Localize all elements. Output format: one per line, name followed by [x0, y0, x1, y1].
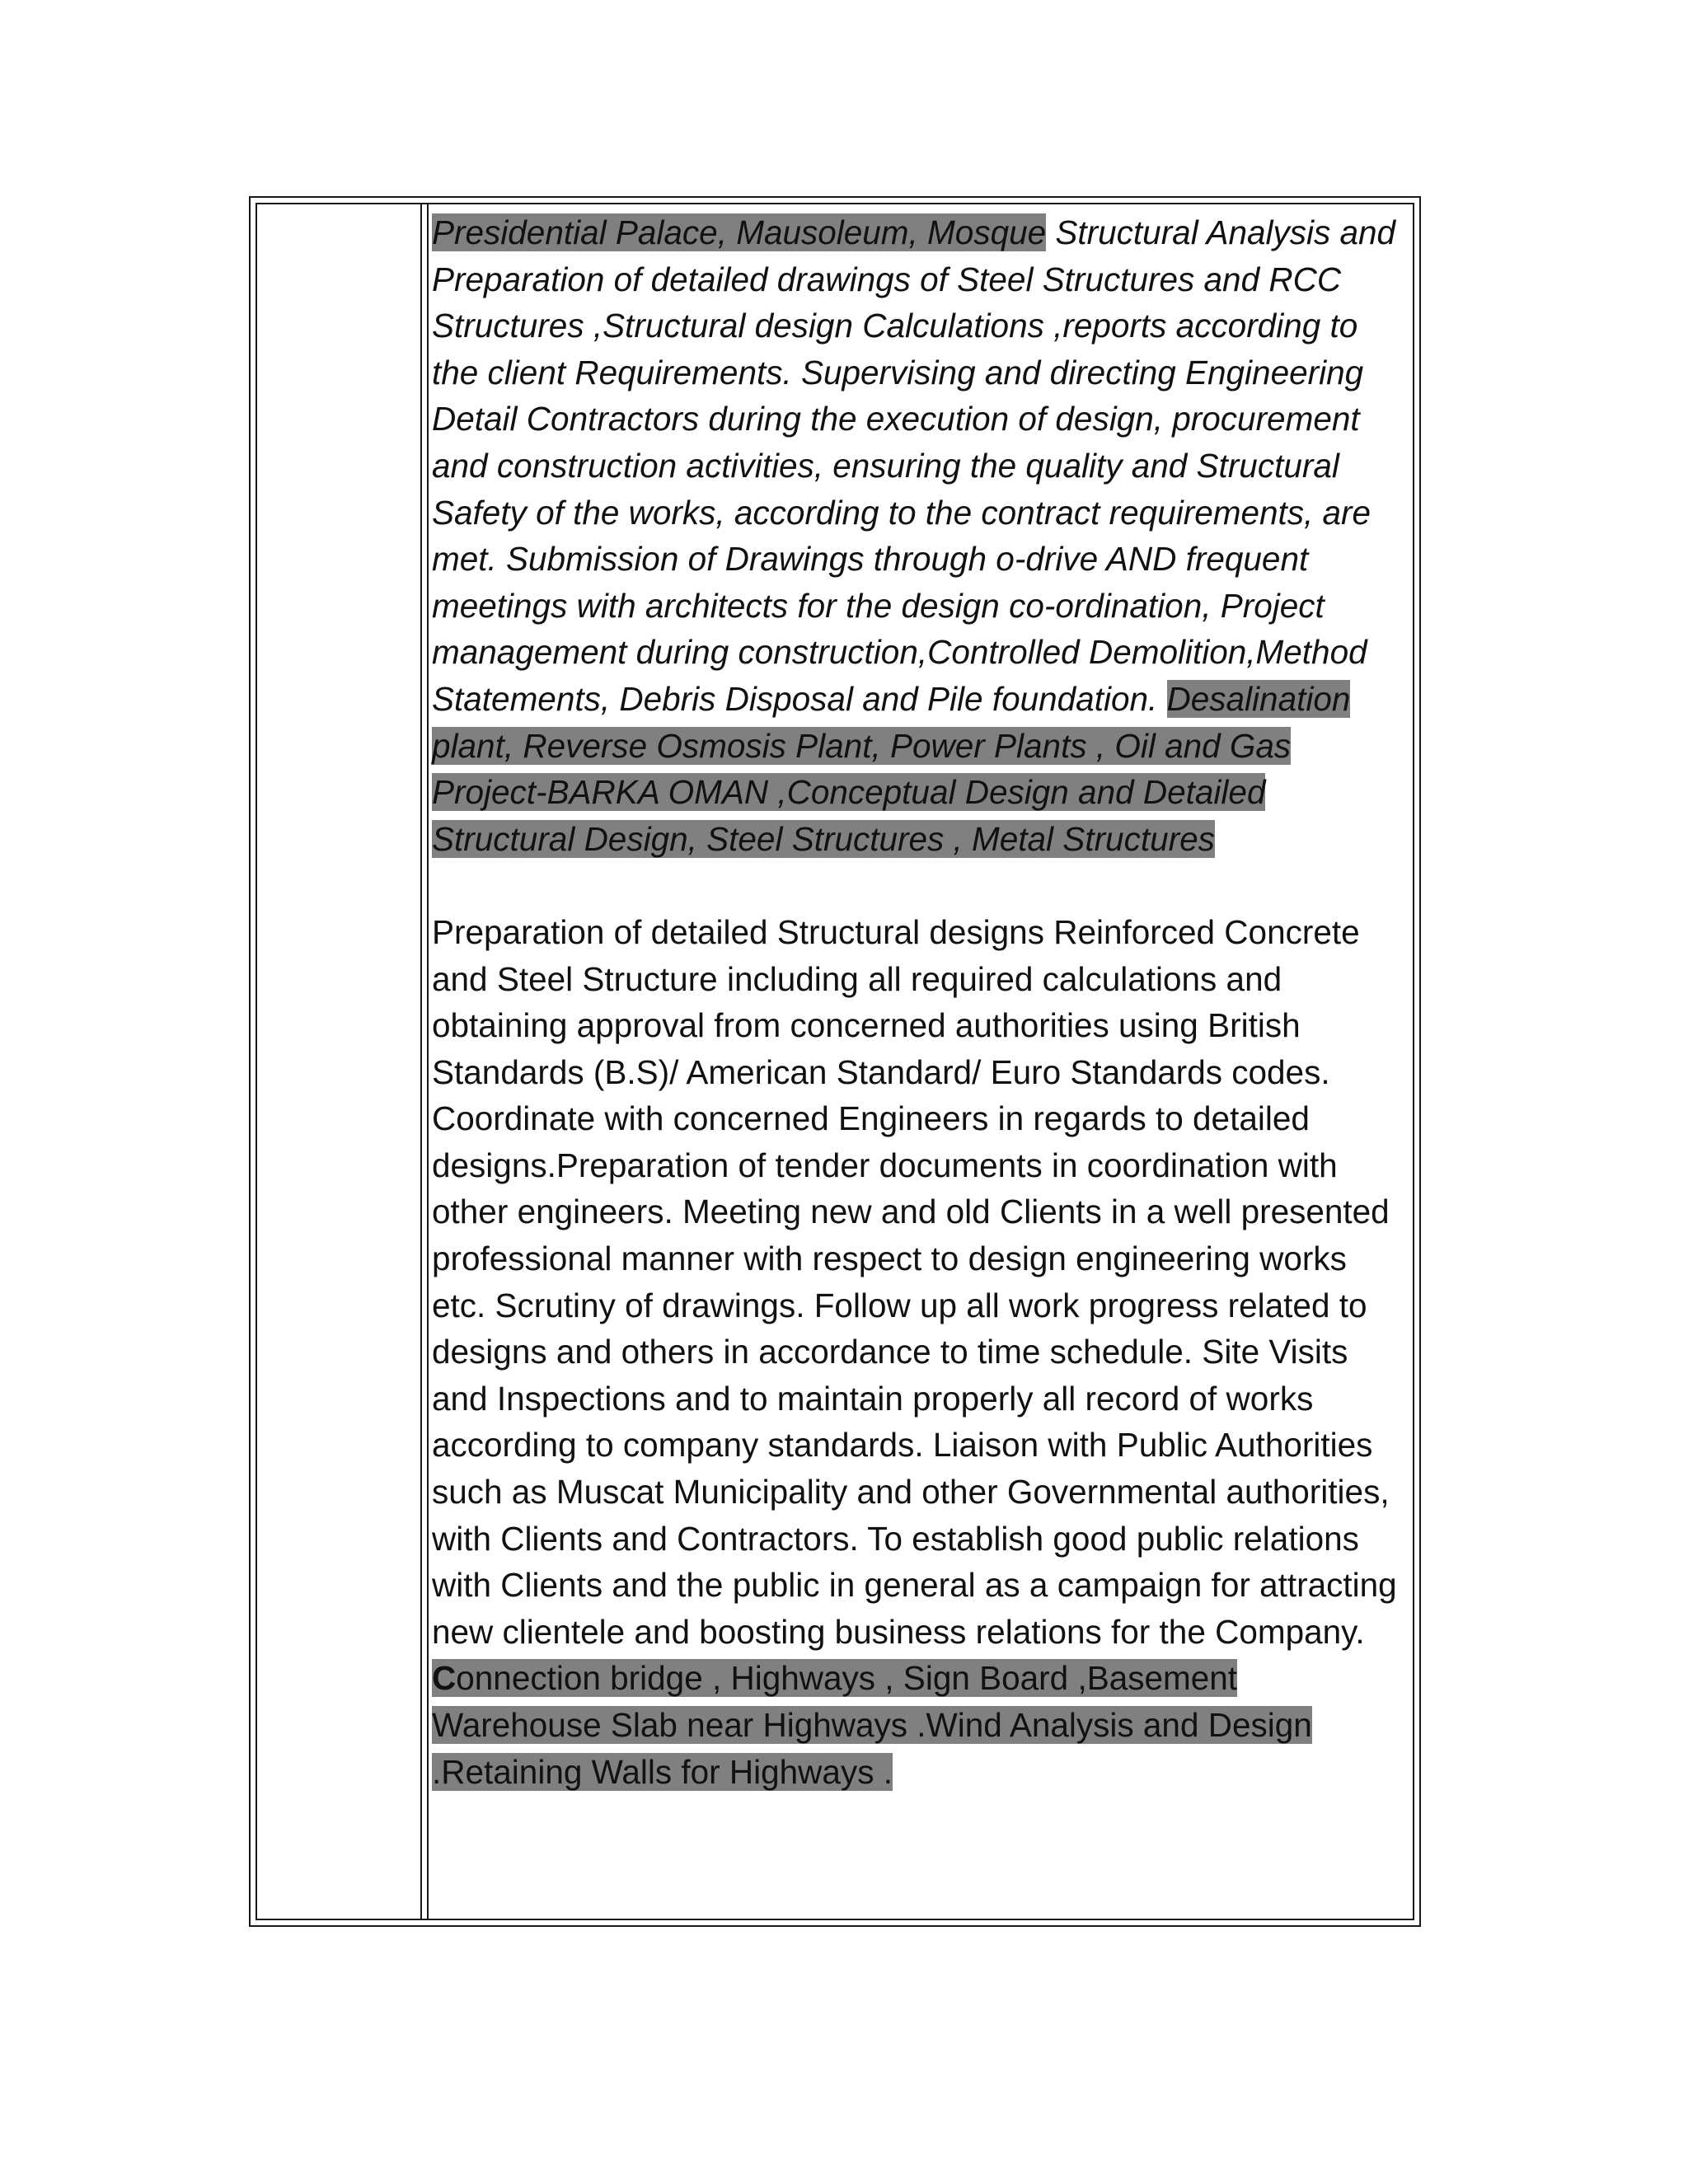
- highlighted-projects-list: onnection bridge , Highways , Sign Board ,Basement Warehouse Slab near Highways .Wind Analysis and Design .Retaining Walls for Highways .: [432, 1659, 1312, 1791]
- left-column-cell: [257, 204, 420, 1919]
- highlighted-first-letter: C: [432, 1659, 457, 1698]
- project-italic-paragraph: [432, 209, 1408, 862]
- column-divider: [420, 204, 422, 1919]
- regular-body-text: Preparation of detailed Structural designs Reinforced Concrete and Steel Structure including all required calculations and obtaining approval from concerned authorities using British Standards (B.S)/ American Standard/ Euro Standards codes. Coordinate with concerned Engineers in regards to detailed designs.Preparation of tender documents in coordination with other engineers. Meeting new and old Clients in a well presented professional manner with respect to design engineering works etc. Scrutiny of drawings. Follow up all work progress related to designs and others in accordance to time schedule. Site Visits and Inspections and to maintain properly all record of works according to company standards. Liaison with Public Authorities such as Muscat Municipality and other Governmental authorities, with Clients and Contractors. To establish good public relations with Clients and the public in general as a campaign for attracting new clientele and boosting business relations for the Company.: [432, 912, 1397, 1651]
- highlighted-projects-end: Desalination plant, Reverse Osmosis Plant, Power Plants , Oil and Gas Project-BARKA OMAN ,Conceptual Design and Detailed Structural Design, Steel Structures , Metal Structures: [432, 679, 1351, 858]
- experience-table-inner-border: [256, 203, 1414, 1920]
- paragraph-spacer: [432, 862, 1408, 909]
- italic-body-text: Structural Analysis and Preparation of detailed drawings of Steel Structures and RCC Structures ,Structural design Calculations ,reports according to the client Requirements. Supervising and directing Engineering Detail Contractors during the execution of design, procurement and construction activities, ensuring the quality and Structural Safety of the works, according to the contract requirements, are met. Submission of Drawings through o-drive AND frequent meetings with architects for the design co-ordination, Project management during construction,Controlled Demolition,Method Statements, Debris Disposal and Pile foundation.: [432, 213, 1396, 718]
- highlighted-projects-start: Presidential Palace, Mausoleum, Mosque: [432, 213, 1047, 251]
- project-regular-paragraph: [432, 909, 1408, 1795]
- experience-table: [249, 196, 1421, 1927]
- description-cell: [432, 209, 1408, 1914]
- column-divider: [427, 204, 429, 1919]
